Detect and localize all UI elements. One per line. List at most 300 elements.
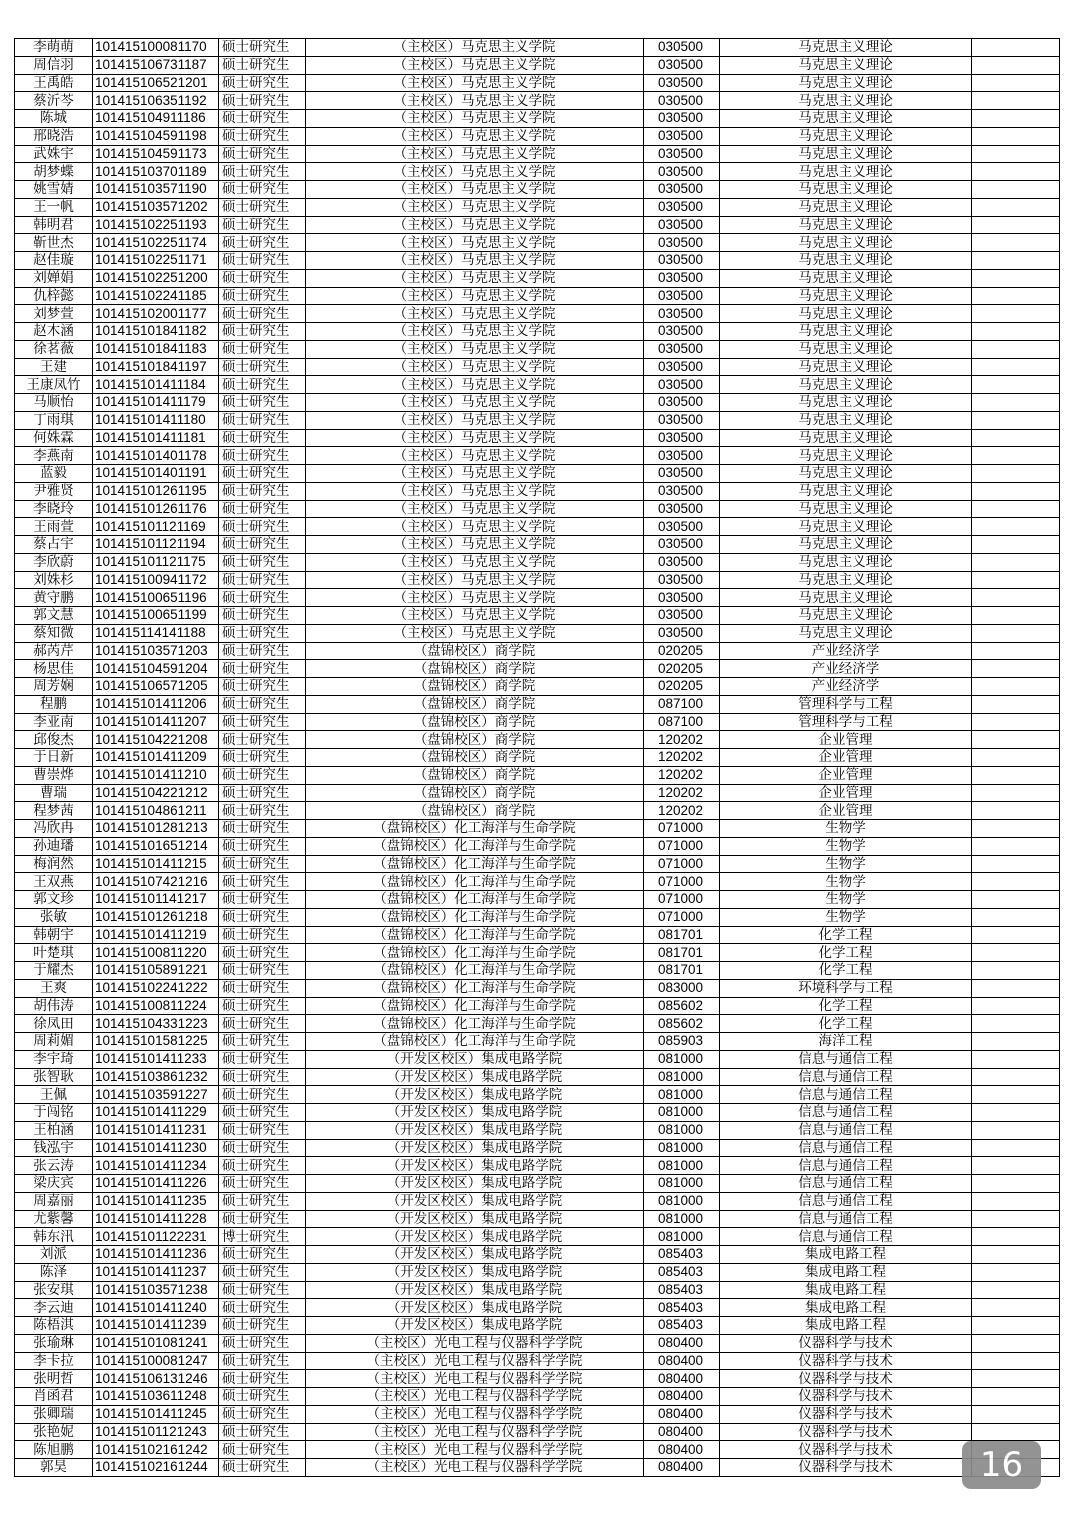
student-name-cell: 马顺怡	[15, 394, 93, 412]
degree-type-cell: 硕士研究生	[219, 784, 306, 802]
department-cell: （主校区）马克思主义学院	[306, 394, 644, 412]
major-code-cell: 030500	[644, 39, 720, 57]
degree-type-cell: 硕士研究生	[219, 447, 306, 465]
remark-cell	[972, 340, 1060, 358]
table-row	[15, 198, 1060, 216]
remark-cell	[972, 766, 1060, 784]
major-code-cell: 085403	[644, 1317, 720, 1335]
remark-cell	[972, 269, 1060, 287]
table-row	[15, 163, 1060, 181]
department-cell: （盘锦校区）化工海洋与生命学院	[306, 944, 644, 962]
table-row	[15, 997, 1060, 1015]
degree-type-cell: 硕士研究生	[219, 749, 306, 767]
department-cell: （主校区）马克思主义学院	[306, 376, 644, 394]
remark-cell	[972, 713, 1060, 731]
department-cell: （盘锦校区）商学院	[306, 660, 644, 678]
department-cell: （盘锦校区）化工海洋与生命学院	[306, 873, 644, 891]
table-row	[15, 358, 1060, 376]
major-code-cell: 030500	[644, 340, 720, 358]
student-name-cell: 武姝宇	[15, 145, 93, 163]
remark-cell	[972, 216, 1060, 234]
department-cell: （主校区）马克思主义学院	[306, 589, 644, 607]
degree-type-cell: 硕士研究生	[219, 1050, 306, 1068]
exam-id-cell: 101415101411239	[93, 1317, 219, 1335]
department-cell: （主校区）马克思主义学院	[306, 518, 644, 536]
student-name-cell: 李卡拉	[15, 1352, 93, 1370]
department-cell: （盘锦校区）商学院	[306, 784, 644, 802]
remark-cell	[972, 926, 1060, 944]
exam-id-cell: 101415102241222	[93, 979, 219, 997]
remark-cell	[972, 571, 1060, 589]
degree-type-cell: 硕士研究生	[219, 962, 306, 980]
remark-cell	[972, 1246, 1060, 1264]
degree-type-cell: 硕士研究生	[219, 837, 306, 855]
degree-type-cell: 硕士研究生	[219, 1388, 306, 1406]
degree-type-cell: 硕士研究生	[219, 1423, 306, 1441]
department-cell: （开发区校区）集成电路学院	[306, 1086, 644, 1104]
major-code-cell: 030500	[644, 376, 720, 394]
student-name-cell: 周莉媚	[15, 1033, 93, 1051]
student-name-cell: 李宇琦	[15, 1050, 93, 1068]
department-cell: （盘锦校区）商学院	[306, 642, 644, 660]
department-cell: （主校区）光电工程与仪器科学学院	[306, 1388, 644, 1406]
student-name-cell: 王双燕	[15, 873, 93, 891]
department-cell: （主校区）光电工程与仪器科学学院	[306, 1423, 644, 1441]
table-row	[15, 749, 1060, 767]
remark-cell	[972, 234, 1060, 252]
major-code-cell: 081000	[644, 1050, 720, 1068]
remark-cell	[972, 1228, 1060, 1246]
degree-type-cell: 硕士研究生	[219, 358, 306, 376]
student-name-cell: 郭文慧	[15, 607, 93, 625]
major-name-cell: 信息与通信工程	[720, 1068, 972, 1086]
major-code-cell: 030500	[644, 305, 720, 323]
major-code-cell: 081000	[644, 1192, 720, 1210]
student-name-cell: 赵佳璇	[15, 252, 93, 270]
major-name-cell: 生物学	[720, 837, 972, 855]
department-cell: （主校区）马克思主义学院	[306, 163, 644, 181]
major-name-cell: 化学工程	[720, 1015, 972, 1033]
department-cell: （主校区）马克思主义学院	[306, 429, 644, 447]
remark-cell	[972, 1317, 1060, 1335]
exam-id-cell: 101415101411181	[93, 429, 219, 447]
table-row	[15, 624, 1060, 642]
major-code-cell: 030500	[644, 323, 720, 341]
exam-id-cell: 101415101261176	[93, 500, 219, 518]
major-name-cell: 企业管理	[720, 766, 972, 784]
degree-type-cell: 博士研究生	[219, 1228, 306, 1246]
department-cell: （主校区）马克思主义学院	[306, 127, 644, 145]
major-code-cell: 071000	[644, 837, 720, 855]
major-code-cell: 030500	[644, 411, 720, 429]
table-row	[15, 74, 1060, 92]
exam-id-cell: 101415104591204	[93, 660, 219, 678]
major-name-cell: 化学工程	[720, 926, 972, 944]
exam-id-cell: 101415101281213	[93, 820, 219, 838]
exam-id-cell: 101415103861232	[93, 1068, 219, 1086]
major-name-cell: 马克思主义理论	[720, 447, 972, 465]
table-row	[15, 1405, 1060, 1423]
table-row	[15, 1210, 1060, 1228]
table-row	[15, 1388, 1060, 1406]
major-name-cell: 企业管理	[720, 784, 972, 802]
major-code-cell: 030500	[644, 536, 720, 554]
remark-cell	[972, 1068, 1060, 1086]
table-row	[15, 482, 1060, 500]
table-body	[15, 39, 1060, 1477]
major-code-cell: 080400	[644, 1352, 720, 1370]
student-name-cell: 韩东汛	[15, 1228, 93, 1246]
major-code-cell: 081000	[644, 1157, 720, 1175]
major-code-cell: 081000	[644, 1086, 720, 1104]
remark-cell	[972, 1015, 1060, 1033]
exam-id-cell: 101415101411230	[93, 1139, 219, 1157]
major-code-cell: 030500	[644, 145, 720, 163]
major-name-cell: 马克思主义理论	[720, 127, 972, 145]
major-name-cell: 马克思主义理论	[720, 145, 972, 163]
major-code-cell: 080400	[644, 1334, 720, 1352]
table-row	[15, 269, 1060, 287]
table-row	[15, 891, 1060, 909]
degree-type-cell: 硕士研究生	[219, 873, 306, 891]
major-name-cell: 仪器科学与技术	[720, 1423, 972, 1441]
department-cell: （主校区）马克思主义学院	[306, 269, 644, 287]
exam-id-cell: 101415100811224	[93, 997, 219, 1015]
student-name-cell: 靳世杰	[15, 234, 93, 252]
table-row	[15, 944, 1060, 962]
student-name-cell: 王柏涵	[15, 1121, 93, 1139]
major-code-cell: 030500	[644, 234, 720, 252]
degree-type-cell: 硕士研究生	[219, 39, 306, 57]
major-name-cell: 马克思主义理论	[720, 465, 972, 483]
major-name-cell: 信息与通信工程	[720, 1157, 972, 1175]
degree-type-cell: 硕士研究生	[219, 1405, 306, 1423]
major-name-cell: 马克思主义理论	[720, 74, 972, 92]
exam-id-cell: 101415101411210	[93, 766, 219, 784]
major-name-cell: 马克思主义理论	[720, 589, 972, 607]
student-name-cell: 张智耿	[15, 1068, 93, 1086]
department-cell: （开发区校区）集成电路学院	[306, 1139, 644, 1157]
table-row	[15, 145, 1060, 163]
degree-type-cell: 硕士研究生	[219, 997, 306, 1015]
table-row	[15, 465, 1060, 483]
student-name-cell: 黄守鹏	[15, 589, 93, 607]
table-row	[15, 340, 1060, 358]
exam-id-cell: 101415100081247	[93, 1352, 219, 1370]
table-row	[15, 873, 1060, 891]
remark-cell	[972, 1050, 1060, 1068]
exam-id-cell: 101415101841182	[93, 323, 219, 341]
major-code-cell: 085403	[644, 1299, 720, 1317]
major-name-cell: 信息与通信工程	[720, 1121, 972, 1139]
student-name-cell: 杨思佳	[15, 660, 93, 678]
table-row	[15, 376, 1060, 394]
major-name-cell: 仪器科学与技术	[720, 1405, 972, 1423]
major-code-cell: 020205	[644, 642, 720, 660]
table-row	[15, 908, 1060, 926]
exam-id-cell: 101415102251193	[93, 216, 219, 234]
remark-cell	[972, 305, 1060, 323]
exam-id-cell: 101415101121169	[93, 518, 219, 536]
degree-type-cell: 硕士研究生	[219, 1246, 306, 1264]
department-cell: （主校区）马克思主义学院	[306, 287, 644, 305]
remark-cell	[972, 411, 1060, 429]
department-cell: （盘锦校区）化工海洋与生命学院	[306, 979, 644, 997]
exam-id-cell: 101415100651196	[93, 589, 219, 607]
remark-cell	[972, 962, 1060, 980]
exam-id-cell: 101415105891221	[93, 962, 219, 980]
student-name-cell: 张明哲	[15, 1370, 93, 1388]
remark-cell	[972, 678, 1060, 696]
degree-type-cell: 硕士研究生	[219, 589, 306, 607]
major-code-cell: 020205	[644, 678, 720, 696]
department-cell: （主校区）马克思主义学院	[306, 198, 644, 216]
remark-cell	[972, 589, 1060, 607]
student-name-cell: 郭昊	[15, 1459, 93, 1477]
major-code-cell: 030500	[644, 163, 720, 181]
major-name-cell: 马克思主义理论	[720, 92, 972, 110]
table-row	[15, 287, 1060, 305]
student-name-cell: 李欣蔚	[15, 553, 93, 571]
remark-cell	[972, 731, 1060, 749]
table-row	[15, 234, 1060, 252]
department-cell: （盘锦校区）化工海洋与生命学院	[306, 997, 644, 1015]
degree-type-cell: 硕士研究生	[219, 394, 306, 412]
department-cell: （主校区）马克思主义学院	[306, 252, 644, 270]
department-cell: （主校区）光电工程与仪器科学学院	[306, 1441, 644, 1459]
department-cell: （主校区）马克思主义学院	[306, 358, 644, 376]
major-name-cell: 马克思主义理论	[720, 500, 972, 518]
degree-type-cell: 硕士研究生	[219, 181, 306, 199]
remark-cell	[972, 1370, 1060, 1388]
major-name-cell: 海洋工程	[720, 1033, 972, 1051]
major-name-cell: 马克思主义理论	[720, 624, 972, 642]
student-name-cell: 孙迪璠	[15, 837, 93, 855]
major-name-cell: 马克思主义理论	[720, 518, 972, 536]
remark-cell	[972, 855, 1060, 873]
table-row	[15, 1228, 1060, 1246]
exam-id-cell: 101415104911186	[93, 110, 219, 128]
remark-cell	[972, 447, 1060, 465]
major-name-cell: 集成电路工程	[720, 1263, 972, 1281]
remark-cell	[972, 92, 1060, 110]
remark-cell	[972, 1033, 1060, 1051]
degree-type-cell: 硕士研究生	[219, 536, 306, 554]
major-name-cell: 信息与通信工程	[720, 1050, 972, 1068]
degree-type-cell: 硕士研究生	[219, 1334, 306, 1352]
major-name-cell: 集成电路工程	[720, 1317, 972, 1335]
degree-type-cell: 硕士研究生	[219, 731, 306, 749]
major-code-cell: 030500	[644, 358, 720, 376]
department-cell: （盘锦校区）化工海洋与生命学院	[306, 855, 644, 873]
remark-cell	[972, 518, 1060, 536]
degree-type-cell: 硕士研究生	[219, 979, 306, 997]
student-name-cell: 刘婵娟	[15, 269, 93, 287]
degree-type-cell: 硕士研究生	[219, 216, 306, 234]
degree-type-cell: 硕士研究生	[219, 642, 306, 660]
major-name-cell: 马克思主义理论	[720, 56, 972, 74]
degree-type-cell: 硕士研究生	[219, 571, 306, 589]
exam-id-cell: 101415102001177	[93, 305, 219, 323]
exam-id-cell: 101415101411233	[93, 1050, 219, 1068]
department-cell: （盘锦校区）商学院	[306, 802, 644, 820]
degree-type-cell: 硕士研究生	[219, 926, 306, 944]
degree-type-cell: 硕士研究生	[219, 820, 306, 838]
table-row	[15, 1121, 1060, 1139]
table-row	[15, 447, 1060, 465]
student-name-cell: 陈泽	[15, 1263, 93, 1281]
exam-id-cell: 101415101411215	[93, 855, 219, 873]
remark-cell	[972, 163, 1060, 181]
student-name-cell: 王康凤竹	[15, 376, 93, 394]
remark-cell	[972, 1352, 1060, 1370]
student-name-cell: 冯欣冉	[15, 820, 93, 838]
major-code-cell: 030500	[644, 181, 720, 199]
table-row	[15, 1175, 1060, 1193]
major-name-cell: 信息与通信工程	[720, 1192, 972, 1210]
remark-cell	[972, 802, 1060, 820]
table-row	[15, 695, 1060, 713]
student-name-cell: 程梦茜	[15, 802, 93, 820]
degree-type-cell: 硕士研究生	[219, 56, 306, 74]
degree-type-cell: 硕士研究生	[219, 713, 306, 731]
degree-type-cell: 硕士研究生	[219, 163, 306, 181]
department-cell: （开发区校区）集成电路学院	[306, 1299, 644, 1317]
exam-id-cell: 101415101411236	[93, 1246, 219, 1264]
major-name-cell: 马克思主义理论	[720, 607, 972, 625]
department-cell: （主校区）马克思主义学院	[306, 536, 644, 554]
exam-id-cell: 101415103571238	[93, 1281, 219, 1299]
exam-id-cell: 101415106731187	[93, 56, 219, 74]
degree-type-cell: 硕士研究生	[219, 607, 306, 625]
table-row	[15, 642, 1060, 660]
major-code-cell: 071000	[644, 820, 720, 838]
student-name-cell: 王禹皓	[15, 74, 93, 92]
table-row	[15, 660, 1060, 678]
table-row	[15, 855, 1060, 873]
degree-type-cell: 硕士研究生	[219, 624, 306, 642]
remark-cell	[972, 145, 1060, 163]
exam-id-cell: 101415104221208	[93, 731, 219, 749]
exam-id-cell: 101415114141188	[93, 624, 219, 642]
major-name-cell: 产业经济学	[720, 642, 972, 660]
major-name-cell: 马克思主义理论	[720, 198, 972, 216]
student-name-cell: 曹崇烨	[15, 766, 93, 784]
major-code-cell: 081000	[644, 1139, 720, 1157]
degree-type-cell: 硕士研究生	[219, 891, 306, 909]
table-row	[15, 127, 1060, 145]
student-name-cell: 尤紫馨	[15, 1210, 93, 1228]
exam-id-cell: 101415104591198	[93, 127, 219, 145]
table-row	[15, 1104, 1060, 1122]
degree-type-cell: 硕士研究生	[219, 695, 306, 713]
student-name-cell: 周嘉丽	[15, 1192, 93, 1210]
exam-id-cell: 101415102241185	[93, 287, 219, 305]
remark-cell	[972, 695, 1060, 713]
major-name-cell: 企业管理	[720, 802, 972, 820]
degree-type-cell: 硕士研究生	[219, 1192, 306, 1210]
student-name-cell: 梅润然	[15, 855, 93, 873]
department-cell: （主校区）马克思主义学院	[306, 323, 644, 341]
degree-type-cell: 硕士研究生	[219, 1281, 306, 1299]
major-name-cell: 信息与通信工程	[720, 1210, 972, 1228]
exam-id-cell: 101415104331223	[93, 1015, 219, 1033]
degree-type-cell: 硕士研究生	[219, 110, 306, 128]
remark-cell	[972, 287, 1060, 305]
table-row	[15, 589, 1060, 607]
exam-id-cell: 101415101411235	[93, 1192, 219, 1210]
department-cell: （主校区）马克思主义学院	[306, 56, 644, 74]
degree-type-cell: 硕士研究生	[219, 553, 306, 571]
table-row	[15, 1050, 1060, 1068]
department-cell: （主校区）马克思主义学院	[306, 340, 644, 358]
major-code-cell: 081000	[644, 1068, 720, 1086]
major-code-cell: 080400	[644, 1459, 720, 1477]
department-cell: （主校区）马克思主义学院	[306, 92, 644, 110]
student-name-cell: 叶楚琪	[15, 944, 93, 962]
remark-cell	[972, 891, 1060, 909]
exam-id-cell: 101415106351192	[93, 92, 219, 110]
major-name-cell: 集成电路工程	[720, 1299, 972, 1317]
remark-cell	[972, 536, 1060, 554]
major-code-cell: 081000	[644, 1121, 720, 1139]
table-row	[15, 837, 1060, 855]
admission-list-sheet	[14, 38, 1059, 1477]
remark-cell	[972, 749, 1060, 767]
student-name-cell: 李萌萌	[15, 39, 93, 57]
major-code-cell: 030500	[644, 127, 720, 145]
department-cell: （开发区校区）集成电路学院	[306, 1068, 644, 1086]
major-code-cell: 083000	[644, 979, 720, 997]
exam-id-cell: 101415101411234	[93, 1157, 219, 1175]
department-cell: （主校区）光电工程与仪器科学学院	[306, 1459, 644, 1477]
exam-id-cell: 101415101411245	[93, 1405, 219, 1423]
table-row	[15, 394, 1060, 412]
remark-cell	[972, 1104, 1060, 1122]
table-row	[15, 1281, 1060, 1299]
degree-type-cell: 硕士研究生	[219, 1121, 306, 1139]
department-cell: （主校区）光电工程与仪器科学学院	[306, 1370, 644, 1388]
page-number-badge[interactable]: 16	[962, 1441, 1041, 1489]
major-code-cell: 030500	[644, 74, 720, 92]
major-code-cell: 020205	[644, 660, 720, 678]
department-cell: （盘锦校区）化工海洋与生命学院	[306, 1015, 644, 1033]
degree-type-cell: 硕士研究生	[219, 908, 306, 926]
student-name-cell: 李亚南	[15, 713, 93, 731]
major-code-cell: 030500	[644, 269, 720, 287]
table-row	[15, 1086, 1060, 1104]
exam-id-cell: 101415101841183	[93, 340, 219, 358]
department-cell: （盘锦校区）化工海洋与生命学院	[306, 962, 644, 980]
degree-type-cell: 硕士研究生	[219, 198, 306, 216]
remark-cell	[972, 358, 1060, 376]
remark-cell	[972, 660, 1060, 678]
table-row	[15, 1157, 1060, 1175]
remark-cell	[972, 1334, 1060, 1352]
exam-id-cell: 101415101411229	[93, 1104, 219, 1122]
remark-cell	[972, 784, 1060, 802]
table-row	[15, 92, 1060, 110]
remark-cell	[972, 1210, 1060, 1228]
table-row	[15, 731, 1060, 749]
major-name-cell: 马克思主义理论	[720, 252, 972, 270]
table-row	[15, 411, 1060, 429]
remark-cell	[972, 1139, 1060, 1157]
table-row	[15, 802, 1060, 820]
degree-type-cell: 硕士研究生	[219, 1459, 306, 1477]
exam-id-cell: 101415101081241	[93, 1334, 219, 1352]
degree-type-cell: 硕士研究生	[219, 74, 306, 92]
